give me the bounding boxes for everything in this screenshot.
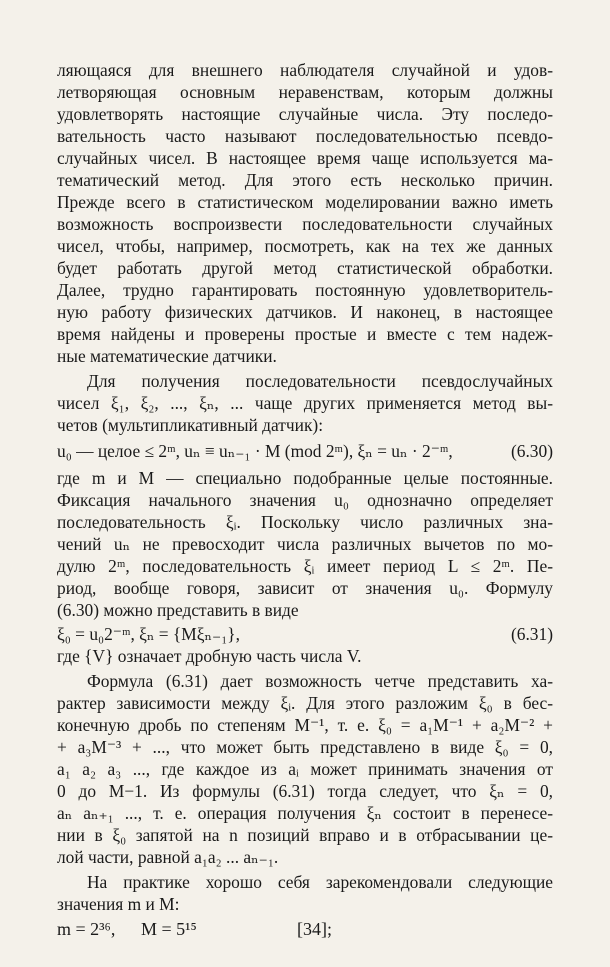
table-cell-M: M = 5¹⁵ xyxy=(141,919,197,939)
text-line: чений uₙ не превосходит числа различных вычетов по мо- xyxy=(57,534,553,554)
text-line: случайных чисел. В настоящее время чаще используется ма- xyxy=(57,148,553,168)
text-line: риод, вообще говоря, зависит от значения u₀. Формулу xyxy=(57,578,553,598)
text-line: рактер зависимости между ξᵢ. Для этого разложим ξ₀ в бес- xyxy=(57,693,553,713)
text-line: возможность воспроизвести последовательности случайных xyxy=(57,214,553,234)
text-line: где {V} означает дробную часть числа V. xyxy=(57,646,362,666)
text-line: Далее, трудно гарантировать постоянную удовлетворитель- xyxy=(57,280,553,300)
text-line: где m и M — специально подобранные целые постоянные. xyxy=(57,468,553,488)
equation-6-31-row xyxy=(57,623,553,645)
text-line: ляющаяся для внешнего наблюдателя случайной и удов- xyxy=(57,60,553,80)
text-line: нии в ξ₀ запятой на n позиций вправо и в отбрасывании це- xyxy=(57,825,553,845)
text-line: aₙ aₙ₊₁ ..., т. е. операция получения ξₙ состоит в перенесе- xyxy=(57,803,553,823)
table-cell-ref: [34]; xyxy=(297,919,332,939)
text-line: Фиксация начального значения u₀ однозначно определяет xyxy=(57,490,553,510)
text-line: чисел ξ₁, ξ₂, ..., ξₙ, ... чаще других применяется метод вы- xyxy=(57,393,553,413)
text-line: Прежде всего в статистическом моделировании важно иметь xyxy=(57,192,553,212)
text-line: время найдены и проверены простые и вместе с тем надеж- xyxy=(57,324,553,344)
text-line: + a₃M⁻³ + ..., что может быть представлено в виде ξ₀ = 0, xyxy=(57,737,553,757)
text-line: вательность часто называют последовательностью псевдо- xyxy=(57,126,553,146)
text-line: чисел, чтобы, например, посмотреть, как на тех же данных xyxy=(57,236,553,256)
paragraph-first-line: Формула (6.31) дает возможность четче представить ха- xyxy=(87,671,553,691)
paragraph-first-line: Для получения последовательности псевдослучайных xyxy=(87,371,553,391)
text-line: 0 до M−1. Из формулы (6.31) тогда следует, что ξₙ = 0, xyxy=(57,781,553,801)
paragraph-first-line: На практике хорошо себя зарекомендовали следующие xyxy=(87,872,553,892)
text-line: ную работу физических датчиков. И наконец, в настоящее xyxy=(57,302,553,322)
table-cell-m: m = 2³⁶, xyxy=(57,919,116,939)
text-line: дулю 2ᵐ, последовательность ξᵢ имеет период L ≤ 2ᵐ. Пе- xyxy=(57,556,553,576)
text-line: a₁ a₂ a₃ ..., где каждое из aᵢ может принимать значения от xyxy=(57,759,553,779)
equation-6-31: ξ₀ = u₀2⁻ᵐ, ξₙ = {Mξₙ₋₁}, xyxy=(57,624,240,644)
equation-6-30-row xyxy=(57,440,553,462)
text-line: (6.30) можно представить в виде xyxy=(57,600,299,620)
text-line: ные математические датчики. xyxy=(57,346,277,366)
text-line: значения m и M: xyxy=(57,894,180,914)
text-line: будет работать другой метод статистической обработки. xyxy=(57,258,553,278)
text-line: последовательность ξᵢ. Поскольку число различных зна- xyxy=(57,512,553,532)
text-line: конечную дробь по степеням M⁻¹, т. е. ξ₀ = a₁M⁻¹ + a₂M⁻² + xyxy=(57,715,553,735)
text-line: лой части, равной a₁a₂ ... aₙ₋₁. xyxy=(57,847,279,867)
text-line: тематический метод. Для этого есть несколько причин. xyxy=(57,170,553,190)
text-line: летворяющая основным неравенствам, которым должны xyxy=(57,82,553,102)
equation-number: (6.31) xyxy=(510,624,553,644)
text-line: четов (мультипликативный датчик): xyxy=(57,415,324,435)
text-line: удовлетворять настоящие случайные числа. Эту последо- xyxy=(57,104,553,124)
equation-number: (6.30) xyxy=(510,441,553,461)
equation-6-30: u₀ — целое ≤ 2ᵐ, uₙ ≡ uₙ₋₁ · M (mod 2ᵐ), ξₙ = uₙ · 2⁻ᵐ, xyxy=(57,441,453,461)
